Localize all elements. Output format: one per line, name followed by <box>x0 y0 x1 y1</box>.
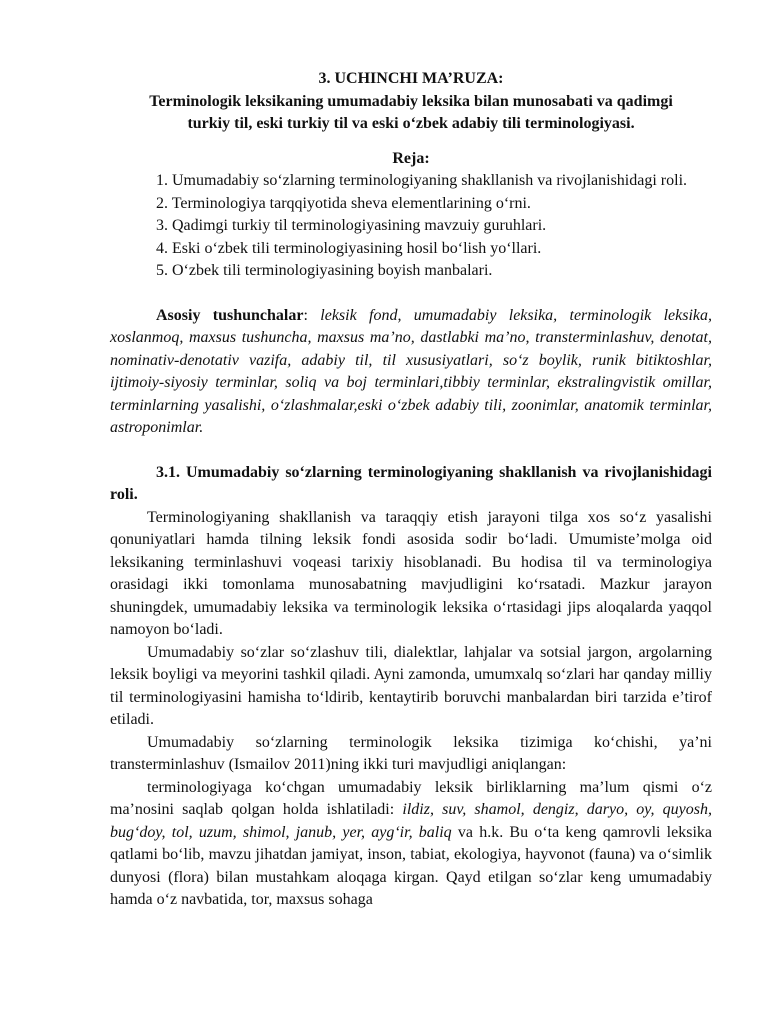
paragraph-4-end: va h.k. Bu o‘ta keng qamrovli leksika qatlami bo‘lib, mavzu jihatdan jamiyat, inson, tabiat, ekologiya, hayvonot (fauna) va o‘simlik dunyosi (flora) bilan mustahkam aloqaga kirgan. Qayd etilgan so‘zlar keng umumadabiy hamda o‘z navbatida, tor, maxsus sohaga <box>110 823 712 908</box>
section-heading: 3.1. Umumadabiy so‘zlarning terminologiyaning shakllanish va rivojlanishidagi roli. <box>110 463 712 503</box>
plan-item-4: 4. Eski o‘zbek tili terminologiyasining hosil bo‘lish yo‘llari. <box>156 239 542 257</box>
plan-item-5: 5. O‘zbek tili terminologiyasining boyish manbalari. <box>156 262 493 279</box>
paragraph-1: Terminologiyaning shakllanish va taraqqiy etish jarayoni tilga xos so‘z yasalishi qonuniyatlari hamda tilning leksik fondi asosida sodir bo‘ladi. Umumiste’molga oid leksikaning terminlashuvi voqeasi tarixiy hisoblanadi. Bu hodisa til va terminologiya orasidagi ikki tomonlama munosabatning mavjudligini ko‘rsatadi. Mazkur jarayon shuningdek, umumadabiy leksika va terminologik leksika o‘rtasidagi jips aloqalarda yaqqol namoyon bo‘ladi. <box>110 508 712 638</box>
key-concepts-label: Asosiy tushunchalar <box>156 306 304 324</box>
paragraph-4-start: terminologiyaga ko‘chgan umumadabiy leksik birliklarning ma’lum qismi o‘z ma’nosini saqlab qolgan holda ishlatiladi: <box>110 778 712 818</box>
key-concepts-separator: : <box>303 306 321 324</box>
spacer <box>110 283 712 305</box>
lecture-subtitle-line-2: turkiy til, eski turkiy til va eski o‘zbek adabiy tili terminologiyasi. <box>187 115 635 132</box>
lecture-title: 3. UCHINCHI MA’RUZA: <box>318 70 504 87</box>
title-block <box>110 68 712 136</box>
paragraph-3: Umumadabiy so‘zlarning terminologik leksika tizimiga ko‘chishi, ya’ni transterminlashuv (Ismailov 2011)ning ikki turi mavjudligi aniqlangan: <box>110 733 712 773</box>
plan-list <box>110 170 712 283</box>
plan-item-2: 2. Terminologiya tarqqiyotida sheva elementlarining o‘rni. <box>156 194 531 212</box>
paragraph-4 <box>110 777 712 912</box>
key-concepts-terms: leksik fond, umumadabiy leksika, terminologik leksika, xoslanmoq, maxsus tushuncha, maxsus ma’no, dastlabki ma’no, transterminlashuv, denotat, nominativ-denotativ vazifa, adabiy til, til xususiyatlari, so‘z boylik, runik bitiktoshlar, ijtimoiy-siyosiy terminlar, soliq va boj terminlari,tibbiy terminlar, ekstralingvistik omillar, terminlarning yasalishi, o‘zlashmalar,eski o‘zbek adabiy tili, zoonimlar, anatomik terminlar, astroponimlar. <box>110 306 713 436</box>
lecture-subtitle-line-1: Terminologik leksikaning umumadabiy leksika bilan munosabati va qadimgi <box>149 92 673 110</box>
plan-heading: Reja: <box>392 149 430 167</box>
plan-item-3: 3. Qadimgi turkiy til terminologiyasining mavzuiy guruhlari. <box>156 217 547 234</box>
paragraph-4-examples: ildiz, suv, shamol, dengiz, daryo, oy, quyosh, bug‘doy, tol, uzum, shimol, janub, yer, ayg‘ir, baliq <box>110 801 712 841</box>
key-concepts <box>110 305 712 440</box>
plan-item-1: 1. Umumadabiy so‘zlarning terminologiyaning shakllanish va rivojlanishidagi roli. <box>156 172 688 189</box>
paragraph-2: Umumadabiy so‘zlar so‘zlashuv tili, dialektlar, lahjalar va sotsial jargon, argolarning leksik boyligi va meyorini tashkil qiladi. Ayni zamonda, umumxalq so‘zlari har qanday milliy til terminologiyasini hamisha to‘ldirib, kentaytirib boruvchi manbalardan biri tarzida e’tirof etiladi. <box>110 643 712 728</box>
